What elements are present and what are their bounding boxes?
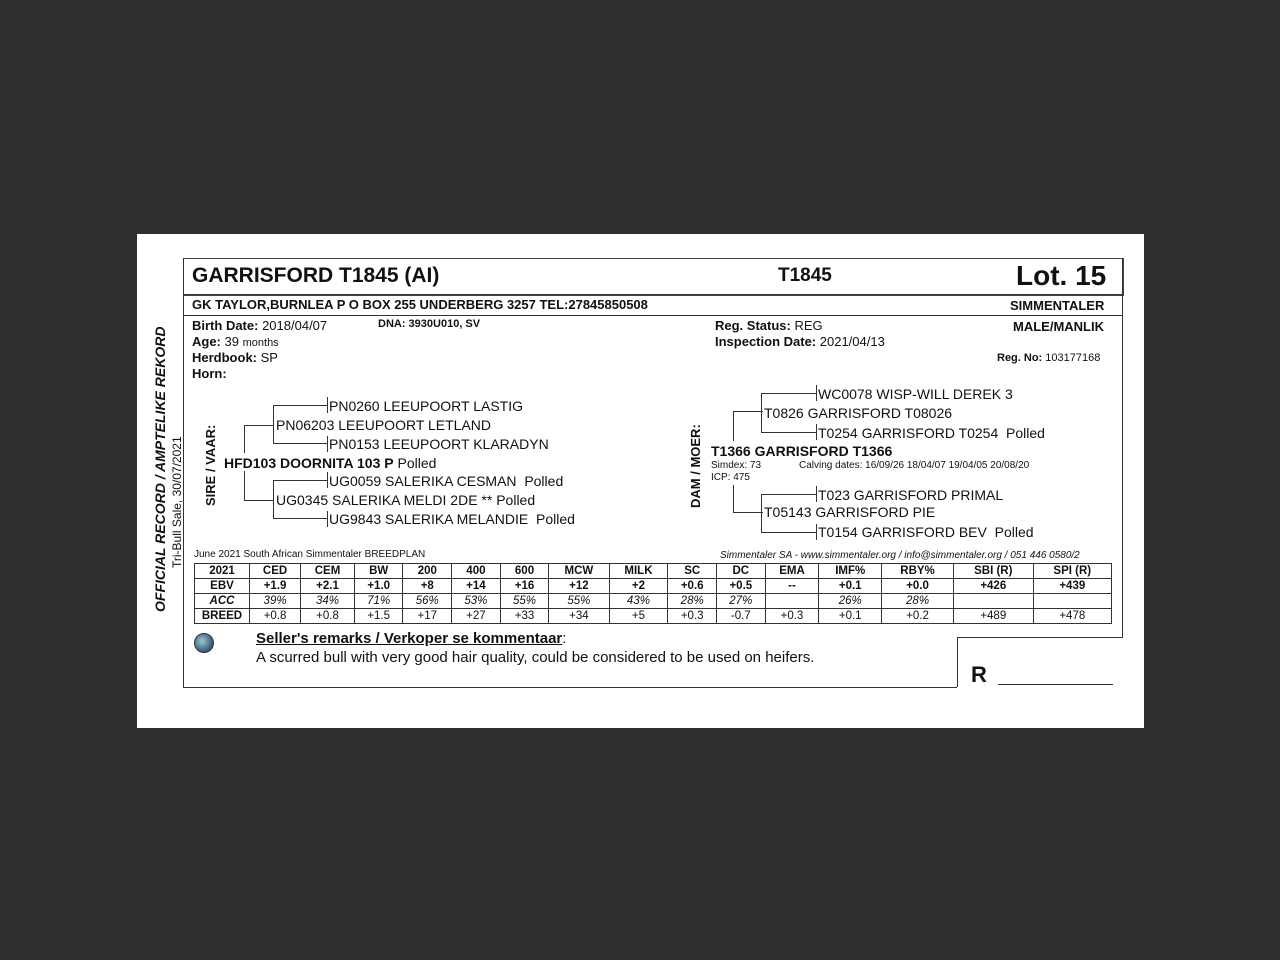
animal-id: T1845 xyxy=(778,265,832,286)
dam-sire: T0826 GARRISFORD T08026 xyxy=(764,405,953,421)
ebv-header: IMF% xyxy=(819,564,882,579)
table-cell: +1.0 xyxy=(354,579,403,594)
table-cell: 26% xyxy=(819,594,882,609)
sex-label: MALE/MANLIK xyxy=(1013,319,1104,334)
ebv-header: MILK xyxy=(609,564,668,579)
table-cell: 55% xyxy=(500,594,549,609)
table-cell: 34% xyxy=(301,594,355,609)
table-cell: 53% xyxy=(452,594,501,609)
dam-sire-dam: T0254 GARRISFORD T0254 Polled xyxy=(818,425,1045,441)
table-cell xyxy=(1033,594,1111,609)
table-cell: +2 xyxy=(609,579,668,594)
ebv-header: BW xyxy=(354,564,403,579)
ebv-header: CEM xyxy=(301,564,355,579)
table-cell: 27% xyxy=(717,594,766,609)
calving-dates: Calving dates: 16/09/26 18/04/07 19/04/05 20/08/20 xyxy=(799,460,1030,471)
simdex: Simdex: 73 xyxy=(711,460,762,471)
table-cell: +5 xyxy=(609,609,668,624)
table-cell: -0.7 xyxy=(717,609,766,624)
table-cell: 28% xyxy=(882,594,954,609)
table-cell: 43% xyxy=(609,594,668,609)
table-row xyxy=(195,609,1112,624)
table-cell: +27 xyxy=(452,609,501,624)
table-cell: 71% xyxy=(354,594,403,609)
table-cell: 39% xyxy=(250,594,301,609)
birth-date: Birth Date: 2018/04/07 xyxy=(192,318,328,333)
remarks-title: Seller's remarks / Verkoper se kommentaar: xyxy=(256,630,567,647)
society-contact: Simmentaler SA - www.simmentaler.org / info@simmentaler.org / 051 446 0580/2 xyxy=(720,550,1080,561)
sire-name: HFD103 DOORNITA 103 P Polled xyxy=(224,455,437,471)
remarks-text: A scurred bull with very good hair quality, could be considered to be used on heifers. xyxy=(256,649,815,666)
table-cell: +0.8 xyxy=(301,609,355,624)
ebv-header: RBY% xyxy=(882,564,954,579)
table-cell: +1.9 xyxy=(250,579,301,594)
table-cell: +426 xyxy=(953,579,1033,594)
table-cell: +0.2 xyxy=(882,609,954,624)
official-record-label: OFFICIAL RECORD / AMPTELIKE REKORD xyxy=(152,326,168,612)
dam-dam-sire: T023 GARRISFORD PRIMAL xyxy=(818,487,1004,503)
dam-dam-dam: T0154 GARRISFORD BEV Polled xyxy=(818,524,1034,540)
sire-sire: PN06203 LEEUPOORT LETLAND xyxy=(276,417,492,433)
table-cell: +2.1 xyxy=(301,579,355,594)
dam-label: DAM / MOER: xyxy=(688,424,703,508)
sire-sire-sire: PN0260 LEEUPOORT LASTIG xyxy=(329,398,524,414)
table-cell: +34 xyxy=(549,609,609,624)
sire-dam-dam: UG9843 SALERIKA MELANDIE Polled xyxy=(329,511,575,527)
table-cell: 56% xyxy=(403,594,452,609)
herdbook: Herdbook: SP xyxy=(192,350,278,365)
table-cell: +0.3 xyxy=(668,609,717,624)
ebv-header: SBI (R) xyxy=(953,564,1033,579)
table-cell: +0.3 xyxy=(765,609,819,624)
ebv-header: SC xyxy=(668,564,717,579)
dna-label: DNA: 3930U010, SV xyxy=(378,318,481,330)
simmentaler-logo-icon xyxy=(194,633,214,653)
table-cell: BREED xyxy=(195,609,250,624)
ebv-header: CED xyxy=(250,564,301,579)
sale-label: Tri-Bull Sale, 30/07/2021 xyxy=(170,436,184,568)
table-cell: 28% xyxy=(668,594,717,609)
ebv-table xyxy=(194,563,1112,624)
table-cell: +33 xyxy=(500,609,549,624)
table-cell: 55% xyxy=(549,594,609,609)
age: Age: 39 months xyxy=(192,334,279,349)
horn-label: Horn: xyxy=(192,366,227,381)
breedplan-note: June 2021 South African Simmentaler BREEDPLAN xyxy=(194,549,426,560)
ebv-header: 600 xyxy=(500,564,549,579)
table-cell: +16 xyxy=(500,579,549,594)
table-cell: +8 xyxy=(403,579,452,594)
inspection-date: Inspection Date: 2021/04/13 xyxy=(715,334,885,349)
table-cell: -- xyxy=(765,579,819,594)
reg-status: Reg. Status: REG xyxy=(715,318,823,333)
price-field[interactable] xyxy=(998,684,1113,685)
table-cell: +0.8 xyxy=(250,609,301,624)
table-row xyxy=(195,594,1112,609)
table-cell: +0.5 xyxy=(717,579,766,594)
table-cell: +489 xyxy=(953,609,1033,624)
ebv-header: 200 xyxy=(403,564,452,579)
sire-dam: UG0345 SALERIKA MELDI 2DE ** Polled xyxy=(276,492,536,508)
table-cell: ACC xyxy=(195,594,250,609)
price-label: R xyxy=(971,662,987,687)
table-cell: +478 xyxy=(1033,609,1111,624)
lot-number: Lot. 15 xyxy=(1016,260,1107,291)
sire-sire-dam: PN0153 LEEUPOORT KLARADYN xyxy=(329,436,549,452)
icp: ICP: 475 xyxy=(711,472,750,483)
table-cell: +439 xyxy=(1033,579,1111,594)
ebv-header: 2021 xyxy=(195,564,250,579)
ebv-header: SPI (R) xyxy=(1033,564,1111,579)
table-cell xyxy=(765,594,819,609)
table-cell: +12 xyxy=(549,579,609,594)
dam-dam: T05143 GARRISFORD PIE xyxy=(764,504,936,520)
table-cell: +14 xyxy=(452,579,501,594)
reg-number: Reg. No: 103177168 xyxy=(997,352,1101,364)
table-cell: +0.6 xyxy=(668,579,717,594)
dam-name: T1366 GARRISFORD T1366 xyxy=(711,443,893,459)
ebv-header-row xyxy=(195,564,1112,579)
table-cell xyxy=(953,594,1033,609)
ebv-header: 400 xyxy=(452,564,501,579)
dam-sire-sire: WC0078 WISP-WILL DEREK 3 xyxy=(818,386,1013,402)
sire-dam-sire: UG0059 SALERIKA CESMAN Polled xyxy=(329,473,564,489)
table-cell: EBV xyxy=(195,579,250,594)
ebv-header: EMA xyxy=(765,564,819,579)
table-cell: +0.0 xyxy=(882,579,954,594)
table-row xyxy=(195,579,1112,594)
ebv-header: DC xyxy=(717,564,766,579)
ebv-header: MCW xyxy=(549,564,609,579)
sire-label: SIRE / VAAR: xyxy=(203,424,218,506)
breed-label: SIMMENTALER xyxy=(1010,298,1105,313)
table-cell: +17 xyxy=(403,609,452,624)
animal-name: GARRISFORD T1845 (AI) xyxy=(192,264,440,287)
owner-line: GK TAYLOR,BURNLEA P O BOX 255 UNDERBERG 3257 TEL:27845850508 xyxy=(192,297,648,312)
table-cell: +0.1 xyxy=(819,579,882,594)
table-cell: +0.1 xyxy=(819,609,882,624)
table-cell: +1.5 xyxy=(354,609,403,624)
